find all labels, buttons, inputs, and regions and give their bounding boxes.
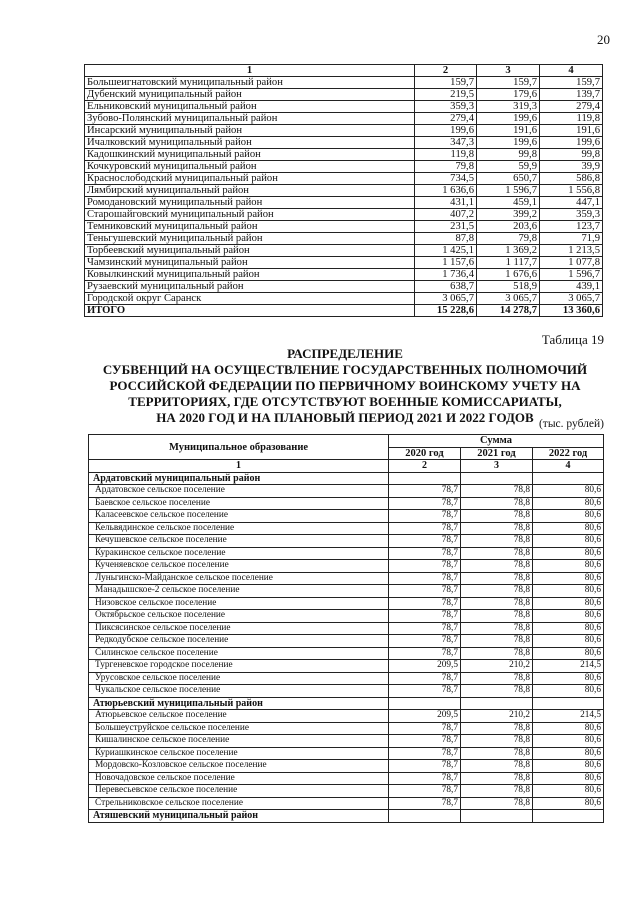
settlement-name: Октябрьское сельское поселение: [89, 610, 389, 623]
table-row: [89, 797, 604, 810]
title-line: СУБВЕНЦИЙ НА ОСУЩЕСТВЛЕНИЕ ГОСУДАРСТВЕННЫХ ПОЛНОМОЧИЙ: [102, 362, 588, 377]
value-2020: 87,8: [415, 233, 477, 245]
value-2021: 78,8: [461, 760, 533, 773]
table-row: [89, 635, 604, 648]
table2-body: [89, 435, 604, 823]
table-row: [89, 535, 604, 548]
settlement-name: Манадышское-2 сельское поселение: [89, 585, 389, 598]
table-row: [85, 89, 603, 101]
value-2021: 78,8: [461, 747, 533, 760]
value-2021: 78,8: [461, 497, 533, 510]
value-2020: 1 736,4: [415, 269, 477, 281]
column-number-row: [85, 65, 603, 77]
settlement-name: Кечушевское сельское поселение: [89, 535, 389, 548]
table-row: [85, 161, 603, 173]
table-row: [89, 760, 604, 773]
title-line: НА 2020 ГОД И НА ПЛАНОВЫЙ ПЕРИОД 2021 И 2022 ГОДОВ: [156, 410, 534, 425]
table-row: [85, 281, 603, 293]
table-row: [85, 233, 603, 245]
value-2021: 1 596,7: [477, 185, 540, 197]
table-row: [89, 610, 604, 623]
value-2020: 209,5: [389, 710, 461, 723]
municipality-name: Теньгушевский муниципальный район: [85, 233, 415, 245]
value-2020: 638,7: [415, 281, 477, 293]
table-row: [85, 209, 603, 221]
empty-cell: [389, 697, 461, 710]
municipality-name: Ичалковский муниципальный район: [85, 137, 415, 149]
value-2021: 78,8: [461, 685, 533, 698]
title-line: РОССИЙСКОЙ ФЕДЕРАЦИИ ПО ПЕРВИЧНОМУ ВОИНСКОМУ УЧЕТУ НА: [109, 378, 581, 393]
municipality-name: Инсарский муниципальный район: [85, 125, 415, 137]
table-row: [89, 497, 604, 510]
value-2020: 231,5: [415, 221, 477, 233]
value-2021: 78,8: [461, 560, 533, 573]
settlement-name: Кельвядинское сельское поселение: [89, 522, 389, 535]
value-2022: 447,1: [540, 197, 603, 209]
value-2022: 71,9: [540, 233, 603, 245]
table-row: [89, 597, 604, 610]
table-row: [89, 547, 604, 560]
value-2022: 80,6: [533, 610, 604, 623]
settlement-name: Луньгинско-Майданское сельское поселение: [89, 572, 389, 585]
value-2021: 78,8: [461, 585, 533, 598]
table-row: [85, 185, 603, 197]
value-2022: 191,6: [540, 125, 603, 137]
col-number: 3: [461, 460, 533, 473]
page-number: 20: [597, 32, 610, 47]
value-2021: 78,8: [461, 510, 533, 523]
col-number: 4: [533, 460, 604, 473]
value-2021: 78,8: [461, 785, 533, 798]
header-year-2020: 2020 год: [389, 447, 461, 460]
value-2021: 78,8: [461, 522, 533, 535]
municipality-name: Кочкуровский муниципальный район: [85, 161, 415, 173]
settlement-name: Перевесьевское сельское поселение: [89, 785, 389, 798]
header-year-2022: 2022 год: [533, 447, 604, 460]
municipality-name: Ельниковский муниципальный район: [85, 101, 415, 113]
col-number: 4: [540, 65, 603, 77]
value-2022: 80,6: [533, 535, 604, 548]
value-2021: 459,1: [477, 197, 540, 209]
value-2021: 78,8: [461, 797, 533, 810]
table-row: [85, 221, 603, 233]
value-2022: 1 077,8: [540, 257, 603, 269]
value-2020: 78,7: [389, 547, 461, 560]
district-name: Атюрьевский муниципальный район: [89, 697, 389, 710]
value-2020: 78,7: [389, 585, 461, 598]
table-row: [89, 735, 604, 748]
value-2020: 79,8: [415, 161, 477, 173]
total-label: ИТОГО: [85, 305, 415, 317]
value-2021: 59,9: [477, 161, 540, 173]
empty-cell: [461, 810, 533, 823]
value-2022: 1 213,5: [540, 245, 603, 257]
empty-cell: [461, 697, 533, 710]
value-2021: 78,8: [461, 735, 533, 748]
table-row: [89, 622, 604, 635]
settlement-name: Мордовско-Козловское сельское поселение: [89, 760, 389, 773]
value-2020: 78,7: [389, 497, 461, 510]
value-2022: 80,6: [533, 772, 604, 785]
settlement-name: Силинское сельское поселение: [89, 647, 389, 660]
units-note: (тыс. рублей): [538, 418, 604, 430]
district-row: [89, 472, 604, 485]
value-2022: 80,6: [533, 510, 604, 523]
value-2022: 80,6: [533, 497, 604, 510]
value-2022: 119,8: [540, 113, 603, 125]
settlement-name: Атюрьевское сельское поселение: [89, 710, 389, 723]
col-number: 2: [389, 460, 461, 473]
settlement-name: Кишалинское сельское поселение: [89, 735, 389, 748]
value-2021: 78,8: [461, 672, 533, 685]
value-2020: 78,7: [389, 572, 461, 585]
value-2022: 80,6: [533, 722, 604, 735]
value-2022: 39,9: [540, 161, 603, 173]
value-2021: 78,8: [461, 547, 533, 560]
value-2021: 191,6: [477, 125, 540, 137]
value-2021: 79,8: [477, 233, 540, 245]
value-2020: 347,3: [415, 137, 477, 149]
col-number: 2: [415, 65, 477, 77]
column-number-row: [89, 460, 604, 473]
value-2021: 78,8: [461, 485, 533, 498]
title-line: РАСПРЕДЕЛЕНИЕ: [287, 346, 403, 361]
table-row: [85, 197, 603, 209]
value-2020: 78,7: [389, 510, 461, 523]
military-registration-subsidy-table: [88, 434, 604, 823]
table-row: [85, 269, 603, 281]
value-2021: 399,2: [477, 209, 540, 221]
table1-body: [85, 65, 603, 317]
empty-cell: [533, 810, 604, 823]
table-row: [89, 585, 604, 598]
municipality-name: Большеигнатовский муниципальный район: [85, 77, 415, 89]
value-2022: 80,6: [533, 647, 604, 660]
table-row: [89, 685, 604, 698]
table-row: [89, 722, 604, 735]
table-row: [85, 125, 603, 137]
total-2021: 14 278,7: [477, 305, 540, 317]
value-2022: 3 065,7: [540, 293, 603, 305]
value-2021: 1 117,7: [477, 257, 540, 269]
value-2022: 80,6: [533, 635, 604, 648]
value-2020: 78,7: [389, 535, 461, 548]
table-row: [89, 672, 604, 685]
value-2022: 139,7: [540, 89, 603, 101]
municipality-name: Рузаевский муниципальный район: [85, 281, 415, 293]
settlement-name: Урусовское сельское поселение: [89, 672, 389, 685]
header-sum: Сумма: [389, 435, 604, 448]
municipality-name: Лямбирский муниципальный район: [85, 185, 415, 197]
table-row: [89, 710, 604, 723]
municipality-name: Ромодановский муниципальный район: [85, 197, 415, 209]
value-2021: 78,8: [461, 772, 533, 785]
empty-cell: [461, 472, 533, 485]
value-2020: 119,8: [415, 149, 477, 161]
settlement-name: Ардатовское сельское поселение: [89, 485, 389, 498]
settlement-name: Чукальское сельское поселение: [89, 685, 389, 698]
settlement-name: Новочадовское сельское поселение: [89, 772, 389, 785]
value-2022: 1 596,7: [540, 269, 603, 281]
empty-cell: [389, 472, 461, 485]
municipality-name: Дубенский муниципальный район: [85, 89, 415, 101]
municipality-name: Торбеевский муниципальный район: [85, 245, 415, 257]
value-2020: 78,7: [389, 647, 461, 660]
value-2022: 214,5: [533, 710, 604, 723]
col-number: 1: [85, 65, 415, 77]
municipality-name: Старошайговский муниципальный район: [85, 209, 415, 221]
value-2021: 1 676,6: [477, 269, 540, 281]
value-2021: 518,9: [477, 281, 540, 293]
value-2020: 1 157,6: [415, 257, 477, 269]
settlement-name: Редкодубское сельское поселение: [89, 635, 389, 648]
value-2021: 210,2: [461, 660, 533, 673]
value-2020: 1 636,6: [415, 185, 477, 197]
value-2022: 159,7: [540, 77, 603, 89]
value-2020: 78,7: [389, 760, 461, 773]
value-2022: 1 556,8: [540, 185, 603, 197]
value-2022: 359,3: [540, 209, 603, 221]
empty-cell: [533, 472, 604, 485]
value-2020: 1 425,1: [415, 245, 477, 257]
value-2021: 3 065,7: [477, 293, 540, 305]
total-2020: 15 228,6: [415, 305, 477, 317]
municipality-name: Зубово-Полянский муниципальный район: [85, 113, 415, 125]
value-2020: 78,7: [389, 597, 461, 610]
table-row: [89, 660, 604, 673]
value-2020: 78,7: [389, 522, 461, 535]
table-row: [85, 113, 603, 125]
district-name: Ардатовский муниципальный район: [89, 472, 389, 485]
value-2021: 78,8: [461, 722, 533, 735]
settlement-name: Каласеевское сельское поселение: [89, 510, 389, 523]
value-2020: 199,6: [415, 125, 477, 137]
value-2020: 78,7: [389, 797, 461, 810]
value-2021: 159,7: [477, 77, 540, 89]
col-number: 3: [477, 65, 540, 77]
municipality-name: Чамзинский муниципальный район: [85, 257, 415, 269]
value-2020: 78,7: [389, 635, 461, 648]
table-row: [89, 772, 604, 785]
table-row: [85, 173, 603, 185]
value-2022: 80,6: [533, 485, 604, 498]
table-title: [80, 346, 610, 426]
value-2022: 80,6: [533, 785, 604, 798]
value-2022: 199,6: [540, 137, 603, 149]
value-2021: 1 369,2: [477, 245, 540, 257]
value-2021: 650,7: [477, 173, 540, 185]
settlement-name: Кученяевское сельское поселение: [89, 560, 389, 573]
settlement-name: Куриашкинское сельское поселение: [89, 747, 389, 760]
value-2021: 210,2: [461, 710, 533, 723]
value-2022: 586,8: [540, 173, 603, 185]
table-row: [89, 785, 604, 798]
value-2020: 3 065,7: [415, 293, 477, 305]
municipality-name: Краснослободский муниципальный район: [85, 173, 415, 185]
value-2021: 199,6: [477, 137, 540, 149]
title-line: ТЕРРИТОРИЯХ, ГДЕ ОТСУТСТВУЮТ ВОЕННЫЕ КОМИССАРИАТЫ,: [128, 394, 562, 409]
value-2022: 80,6: [533, 547, 604, 560]
value-2021: 179,6: [477, 89, 540, 101]
value-2022: 80,6: [533, 622, 604, 635]
value-2022: 80,6: [533, 685, 604, 698]
settlement-name: Низовское сельское поселение: [89, 597, 389, 610]
header-row: [89, 435, 604, 448]
value-2022: 279,4: [540, 101, 603, 113]
district-row: [89, 810, 604, 823]
value-2022: 80,6: [533, 747, 604, 760]
value-2022: 80,6: [533, 585, 604, 598]
table-row: [85, 101, 603, 113]
value-2022: 80,6: [533, 672, 604, 685]
settlement-name: Баевское сельское поселение: [89, 497, 389, 510]
table-row: [85, 149, 603, 161]
value-2020: 78,7: [389, 785, 461, 798]
total-row: [85, 305, 603, 317]
value-2022: 80,6: [533, 760, 604, 773]
settlement-name: Куракинское сельское поселение: [89, 547, 389, 560]
municipality-name: Темниковский муниципальный район: [85, 221, 415, 233]
value-2020: 78,7: [389, 560, 461, 573]
value-2022: 80,6: [533, 572, 604, 585]
table-row: [89, 572, 604, 585]
value-2021: 78,8: [461, 635, 533, 648]
table-row: [85, 77, 603, 89]
value-2021: 99,8: [477, 149, 540, 161]
empty-cell: [389, 810, 461, 823]
table-row: [89, 522, 604, 535]
value-2020: 734,5: [415, 173, 477, 185]
value-2022: 439,1: [540, 281, 603, 293]
empty-cell: [533, 697, 604, 710]
value-2021: 78,8: [461, 597, 533, 610]
subsidy-table-continued: [84, 64, 603, 317]
value-2022: 80,6: [533, 560, 604, 573]
value-2021: 78,8: [461, 647, 533, 660]
value-2021: 319,3: [477, 101, 540, 113]
value-2020: 78,7: [389, 672, 461, 685]
municipality-name: Городской округ Саранск: [85, 293, 415, 305]
settlement-name: Стрельниковское сельское поселение: [89, 797, 389, 810]
table-row: [89, 647, 604, 660]
value-2022: 99,8: [540, 149, 603, 161]
value-2020: 78,7: [389, 685, 461, 698]
value-2020: 209,5: [389, 660, 461, 673]
table-row: [85, 137, 603, 149]
value-2020: 78,7: [389, 485, 461, 498]
table-row: [85, 293, 603, 305]
district-row: [89, 697, 604, 710]
value-2021: 78,8: [461, 535, 533, 548]
table-row: [89, 747, 604, 760]
settlement-name: Большеуструйское сельское поселение: [89, 722, 389, 735]
value-2020: 78,7: [389, 772, 461, 785]
value-2020: 219,5: [415, 89, 477, 101]
value-2022: 80,6: [533, 735, 604, 748]
value-2020: 78,7: [389, 747, 461, 760]
col-number: 1: [89, 460, 389, 473]
header-year-2021: 2021 год: [461, 447, 533, 460]
header-municipality: Муниципальное образование: [89, 435, 389, 460]
table-label: Таблица 19: [541, 332, 604, 347]
value-2020: 78,7: [389, 610, 461, 623]
value-2020: 159,7: [415, 77, 477, 89]
table-row: [89, 510, 604, 523]
value-2022: 80,6: [533, 522, 604, 535]
value-2021: 199,6: [477, 113, 540, 125]
value-2022: 80,6: [533, 597, 604, 610]
value-2020: 78,7: [389, 622, 461, 635]
value-2021: 78,8: [461, 622, 533, 635]
district-name: Атяшевский муниципальный район: [89, 810, 389, 823]
settlement-name: Тургеневское городское поселение: [89, 660, 389, 673]
value-2020: 359,3: [415, 101, 477, 113]
value-2021: 203,6: [477, 221, 540, 233]
value-2020: 78,7: [389, 722, 461, 735]
value-2020: 407,2: [415, 209, 477, 221]
total-2022: 13 360,6: [540, 305, 603, 317]
table-row: [89, 560, 604, 573]
table-row: [85, 257, 603, 269]
settlement-name: Пиксясинское сельское поселение: [89, 622, 389, 635]
municipality-name: Ковылкинский муниципальный район: [85, 269, 415, 281]
municipality-name: Кадошкинский муниципальный район: [85, 149, 415, 161]
value-2022: 80,6: [533, 797, 604, 810]
value-2020: 431,1: [415, 197, 477, 209]
value-2020: 279,4: [415, 113, 477, 125]
table-row: [85, 245, 603, 257]
value-2020: 78,7: [389, 735, 461, 748]
value-2022: 214,5: [533, 660, 604, 673]
value-2021: 78,8: [461, 610, 533, 623]
value-2022: 123,7: [540, 221, 603, 233]
value-2021: 78,8: [461, 572, 533, 585]
table-row: [89, 485, 604, 498]
